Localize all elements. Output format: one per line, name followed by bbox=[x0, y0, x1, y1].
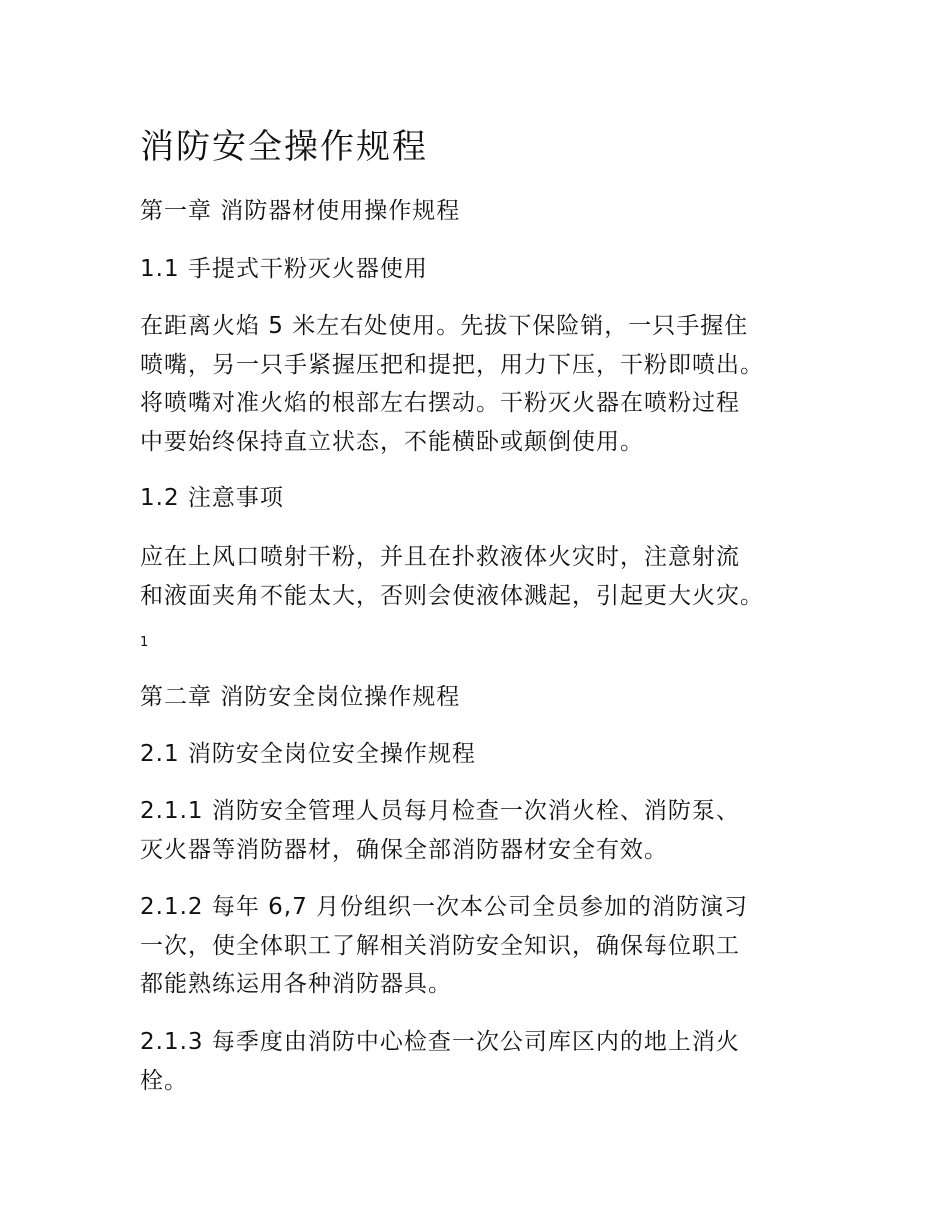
chapter-2-heading: 第二章 消防安全岗位操作规程 bbox=[140, 684, 461, 710]
page-number: 1 bbox=[140, 635, 149, 650]
chapter-1-heading: 第一章 消防器材使用操作规程 bbox=[140, 198, 461, 224]
document-title: 消防安全操作规程 bbox=[140, 127, 428, 167]
section-1-2-heading: 1.2 注意事项 bbox=[140, 485, 284, 511]
section-2-1-heading: 2.1 消防安全岗位安全操作规程 bbox=[140, 741, 476, 767]
section-1-1-paragraph: 在距离火焰 5 米左右处使用。先拔下保险销，一只手握住 喷嘴，另一只手紧握压把和提把，用力下压，干粉即喷出。 将喷嘴对准火焰的根部左右摆动。干粉灭火器在喷粉过程 中要始终保持直立状态，不能横卧或颠倒使用。 bbox=[140, 313, 764, 455]
section-1-2-paragraph: 应在上风口喷射干粉，并且在扑救液体火灾时，注意射流 和液面夹角不能太大，否则会使液体溅起，引起更大火灾。 bbox=[140, 544, 764, 609]
section-2-1-3-paragraph: 2.1.3 每季度由消防中心检查一次公司库区内的地上消火 栓。 bbox=[140, 1029, 740, 1094]
section-1-1-heading: 1.1 手提式干粉灭火器使用 bbox=[140, 256, 428, 282]
section-2-1-2-paragraph: 2.1.2 每年 6,7 月份组织一次本公司全员参加的消防演习 一次，使全体职工了解相关消防安全知识，确保每位职工 都能熟练运用各种消防器具。 bbox=[140, 894, 749, 997]
section-2-1-1-paragraph: 2.1.1 消防安全管理人员每月检查一次消火栓、消防泵、 灭火器等消防器材，确保全部消防器材安全有效。 bbox=[140, 798, 740, 863]
